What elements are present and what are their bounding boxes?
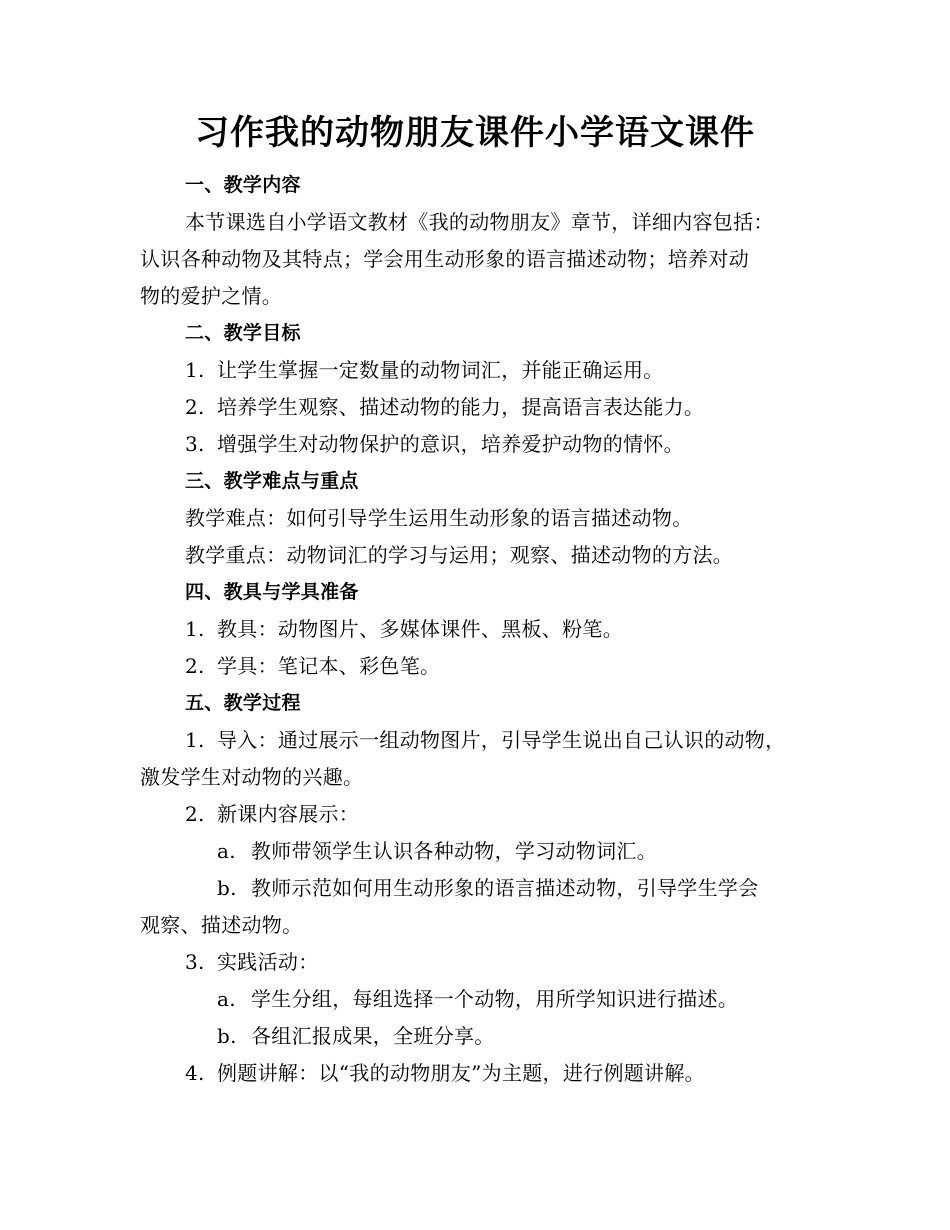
- sub-list-letter: b.: [217, 876, 237, 900]
- section-heading-content: 一、教学内容: [185, 174, 301, 196]
- list-text: 增强学生对动物保护的意识，培养爱护动物的情怀。: [217, 432, 684, 456]
- paragraph-line: 教学难点：如何引导学生运用生动形象的语言描述动物。: [185, 506, 693, 530]
- sub-list-item: [217, 1023, 495, 1049]
- list-item: [185, 394, 704, 420]
- list-item: [185, 653, 440, 679]
- sub-list-item: [217, 986, 738, 1012]
- sub-list-letter: b.: [217, 1024, 237, 1048]
- list-item: [185, 616, 623, 642]
- paragraph-line: 本节课选自小学语文教材《我的动物朋友》章节，详细内容包括：: [185, 210, 774, 234]
- list-number: 4.: [185, 1061, 205, 1085]
- list-number: 1.: [185, 358, 205, 382]
- paragraph-line: 认识各种动物及其特点；学会用生动形象的语言描述动物；培养对动: [140, 247, 749, 271]
- list-text: 新课内容展示：: [217, 802, 360, 826]
- list-number: 2.: [185, 802, 205, 826]
- list-text: 让学生掌握一定数量的动物词汇，并能正确运用。: [217, 358, 664, 382]
- sub-list-text: 各组汇报成果，全班分享。: [251, 1024, 495, 1048]
- sub-list-text: 教师示范如何用生动形象的语言描述动物，引导学生学会: [251, 876, 759, 900]
- sub-list-text: 教师带领学生认识各种动物，学习动物词汇。: [251, 839, 657, 863]
- section-heading-objectives: 二、教学目标: [185, 322, 301, 344]
- sub-list-text: 学生分组，每组选择一个动物，用所学知识进行描述。: [251, 987, 739, 1011]
- list-number: 1.: [185, 617, 205, 641]
- list-item: [185, 431, 684, 457]
- sub-list-letter: a.: [217, 839, 236, 863]
- section-heading-difficulty: 三、教学难点与重点: [185, 470, 359, 492]
- sub-list-item: [217, 838, 657, 864]
- list-text: 实践活动：: [217, 950, 319, 974]
- list-number: 3.: [185, 432, 205, 456]
- list-number: 2.: [185, 654, 205, 678]
- list-text: 学具：笔记本、彩色笔。: [217, 654, 441, 678]
- list-text: 教具：动物图片、多媒体课件、黑板、粉笔。: [217, 617, 623, 641]
- section-heading-process: 五、教学过程: [185, 692, 301, 714]
- paragraph-line: 激发学生对动物的兴趣。: [140, 765, 364, 789]
- sub-list-letter: a.: [217, 987, 236, 1011]
- list-number: 3.: [185, 950, 205, 974]
- paragraph-line: 物的爱护之情。: [140, 284, 283, 308]
- list-item: [185, 727, 785, 753]
- paragraph-line: 教学重点：动物词汇的学习与运用；观察、描述动物的方法。: [185, 543, 734, 567]
- list-number: 1.: [185, 728, 205, 752]
- list-item: [185, 801, 359, 827]
- list-text: 例题讲解：以“我的动物朋友”为主题，进行例题讲解。: [217, 1061, 705, 1085]
- list-item: [185, 1060, 705, 1086]
- list-text: 培养学生观察、描述动物的能力，提高语言表达能力。: [217, 395, 705, 419]
- document-title: 习作我的动物朋友课件小学语文课件: [195, 113, 755, 153]
- section-heading-materials: 四、教具与学具准备: [185, 581, 359, 603]
- list-text: 导入：通过展示一组动物图片，引导学生说出自己认识的动物，: [217, 728, 786, 752]
- list-item: [185, 949, 319, 975]
- sub-list-item: [217, 875, 759, 901]
- paragraph-line: 观察、描述动物。: [140, 913, 303, 937]
- list-item: [185, 357, 664, 383]
- list-number: 2.: [185, 395, 205, 419]
